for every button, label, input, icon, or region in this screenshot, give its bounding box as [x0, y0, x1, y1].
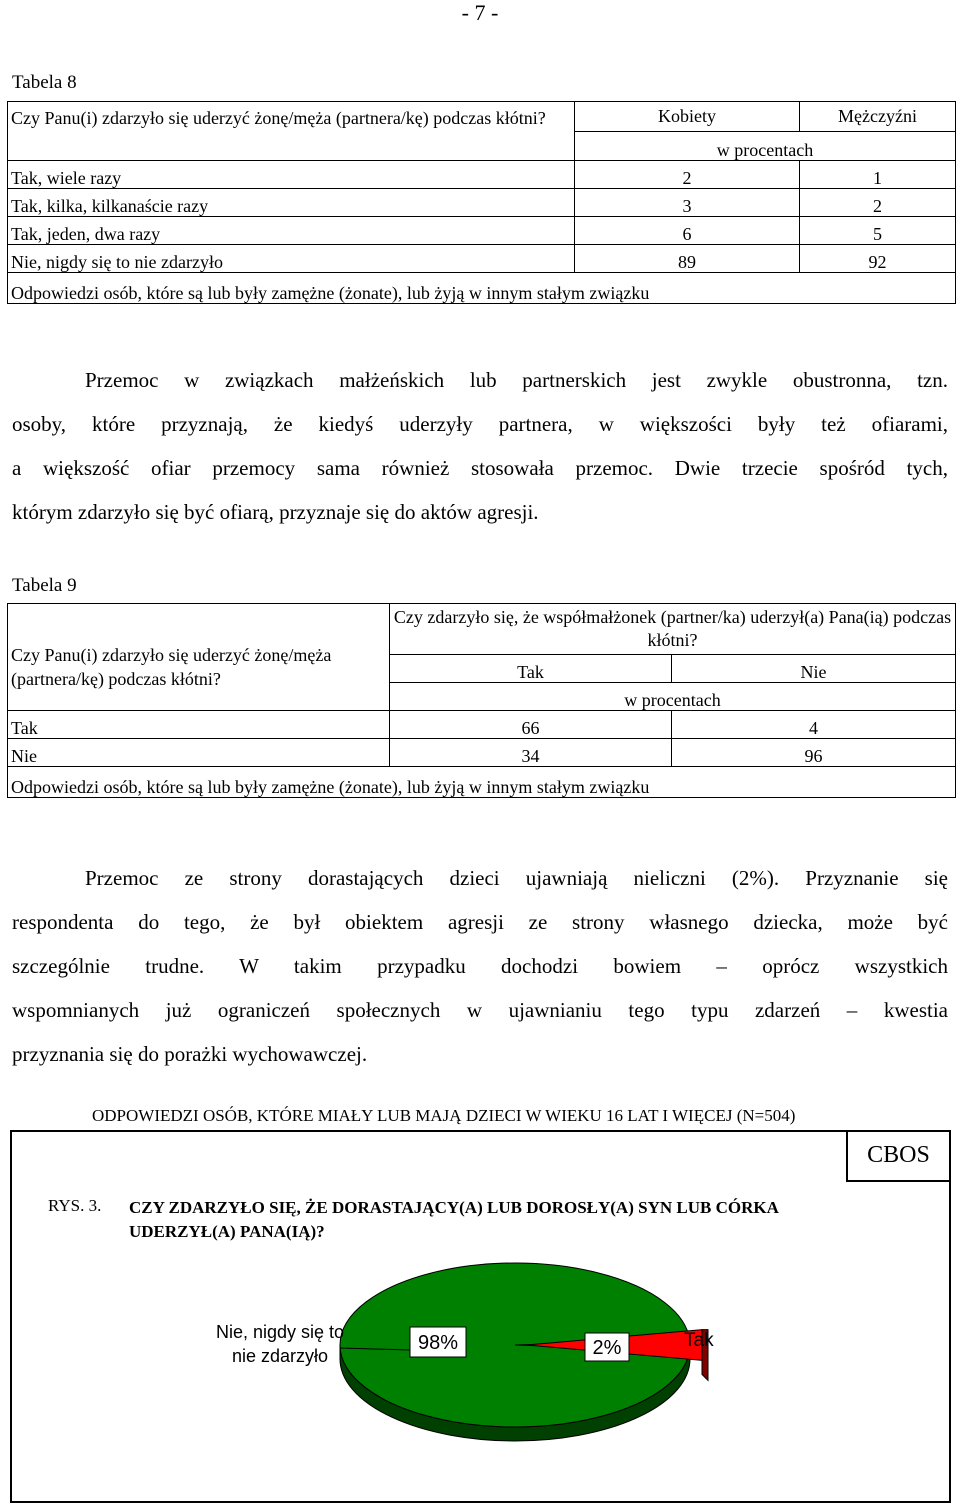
table8-question: Czy Panu(i) zdarzyło się uderzyć żonę/męża (partnera/kę) podczas kłótni? [8, 102, 575, 161]
row-label: Nie [8, 739, 390, 767]
text-line: respondenta do tego, że był obiektem agresji ze strony własnego dziecka, może być [12, 910, 948, 934]
text-line: przyznania się do porażki wychowawczej. [12, 1042, 368, 1066]
table9-col-question: Czy zdarzyło się, że współmałżonek (partner/ka) uderzył(a) Pana(ią) podczas kłótni? [390, 604, 956, 655]
cell-yes: 34 [390, 739, 672, 767]
figure-title-line: UDERZYŁ(A) PANA(IĄ)? [129, 1222, 325, 1241]
text-line: Przemoc ze strony dorastających dzieci ujawniają nieliczni (2%). Przyznanie się [85, 866, 948, 890]
figure-header: ODPOWIEDZI OSÓB, KTÓRE MIAŁY LUB MAJĄ DZIECI W WIEKU 16 LAT I WIĘCEJ (N=504) [92, 1106, 796, 1125]
row-label: Tak, kilka, kilkanaście razy [8, 189, 575, 217]
cell-men: 5 [800, 217, 956, 245]
table8-col-women: Kobiety [575, 102, 800, 132]
text-line: a większość ofiar przemocy sama również stosowała przemoc. Dwie trzecie spośród tych, [12, 456, 948, 480]
table8-footnote: Odpowiedzi osób, które są lub były zamężne (żonate), lub żyją w innym stałym związku [8, 273, 956, 304]
text-line: którym zdarzyło się być ofiarą, przyznaje się do aktów agresji. [12, 500, 539, 524]
row-label: Nie, nigdy się to nie zdarzyło [8, 245, 575, 273]
table8-caption: Tabela 8 [12, 72, 77, 93]
table9-caption: Tabela 9 [12, 575, 77, 596]
cell-men: 1 [800, 161, 956, 189]
cell-men: 92 [800, 245, 956, 273]
text-line: osoby, które przyznają, że kiedyś uderzyły partnera, w większości były też ofiarami, [12, 412, 948, 436]
row-label: Tak [8, 711, 390, 739]
cell-men: 2 [800, 189, 956, 217]
table8-col-men: Mężczyźni [800, 102, 956, 132]
cell-women: 89 [575, 245, 800, 273]
cell-yes: 66 [390, 711, 672, 739]
row-label: Tak, wiele razy [8, 161, 575, 189]
cell-women: 2 [575, 161, 800, 189]
text-line: wspomnianych już ograniczeń społecznych w ujawnianiu tego typu zdarzeń – kwestia [12, 998, 948, 1022]
cbos-logo: CBOS [846, 1130, 949, 1182]
figure-title-line: CZY ZDARZYŁO SIĘ, ŻE DORASTAJĄCY(A) LUB DOROSŁY(A) SYN LUB CÓRKA [129, 1198, 779, 1217]
figure-label: RYS. 3. [48, 1196, 102, 1215]
label-yes: Tak [684, 1330, 714, 1351]
text-line: szczególnie trudne. W takim przypadku dochodzi bowiem – oprócz wszystkich [12, 954, 948, 978]
cell-no: 96 [672, 739, 956, 767]
table9-row-question: Czy Panu(i) zdarzyło się uderzyć żonę/męża (partnera/kę) podczas kłótni? [8, 604, 390, 711]
text-line: Przemoc w związkach małżeńskich lub partnerskich jest zwykle obustronna, tzn. [85, 368, 948, 392]
page-number: - 7 - [461, 0, 499, 25]
row-label: Tak, jeden, dwa razy [8, 217, 575, 245]
table9-col-yes: Tak [390, 655, 672, 683]
data-label-yes: 2% [592, 1337, 622, 1359]
label-no-line: nie zdarzyło [231, 1346, 329, 1366]
label-no-line: Nie, nigdy się to [215, 1322, 345, 1342]
table9-unit: w procentach [390, 683, 956, 711]
cell-no: 4 [672, 711, 956, 739]
label-no [200, 1320, 360, 1368]
data-label-no: 98% [417, 1332, 459, 1354]
table8-unit: w procentach [575, 131, 956, 161]
cell-women: 3 [575, 189, 800, 217]
cell-women: 6 [575, 217, 800, 245]
table9-footnote: Odpowiedzi osób, które są lub były zamężne (żonate), lub żyją w innym stałym związku [8, 767, 956, 798]
table9-col-no: Nie [672, 655, 956, 683]
